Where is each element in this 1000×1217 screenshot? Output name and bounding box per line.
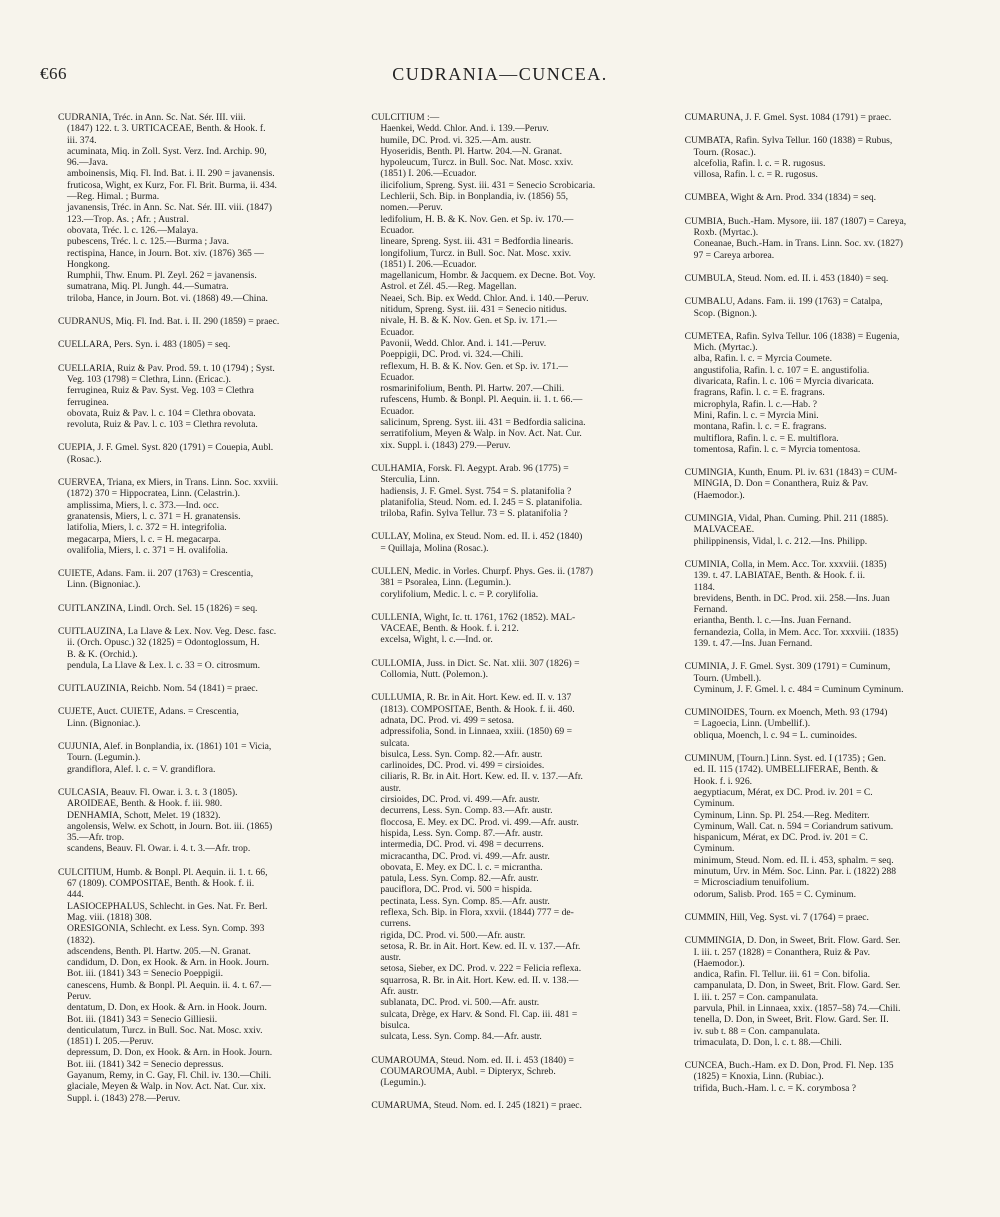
entry-line: angolensis, Welw. ex Schott, in Journ. Bot. iii. (1865) (67, 820, 273, 832)
entry-line: ovalifolia, Miers, l. c. 371 = H. ovalifolia. (67, 544, 228, 556)
entry-line: javanensis, Tréc. in Ann. Sc. Nat. Sér. III. viii. (1847) (67, 202, 272, 214)
entry-line: iv. sub t. 88 = Con. campanulata. (693, 1025, 820, 1037)
entry-line: ilicifolium, Spreng. Syst. iii. 431 = Senecio Scrobicaria. (380, 179, 596, 191)
entry-line: sulcata, Less. Syn. Comp. 84.—Afr. austr. (380, 1031, 542, 1043)
entry-line: Hongkong. (67, 258, 110, 270)
entry-line: Mich. (Myrtac.). (693, 342, 758, 354)
entry-line: latifolia, Miers, l. c. 372 = H. integrifolia. (67, 522, 227, 534)
entry-line: MALVACEAE. (693, 524, 755, 536)
dictionary-entry (371, 531, 670, 554)
entry-line: 123.—Trop. As. ; Afr. ; Austral. (67, 213, 189, 225)
entry-line: B. & K. (Orchid.). (67, 648, 138, 660)
entry-line: reflexum, H. B. & K. Nov. Gen. et Sp. iv. 171.— (380, 360, 569, 372)
dictionary-entry (685, 707, 984, 741)
dictionary-entry (58, 626, 357, 671)
entry-line: I. iii. t. 257 (1828) = Conanthera, Ruiz & Pav. (693, 946, 871, 958)
entry-line: rigida, DC. Prod. vi. 500.—Afr. austr. (380, 929, 526, 941)
entry-line: currens. (380, 918, 411, 930)
dictionary-entry (371, 658, 670, 681)
dictionary-entry (685, 467, 984, 501)
entry-heading-line: CUMBULA, Steud. Nom. ed. II. i. 453 (1840) = seq. (684, 272, 889, 284)
entry-heading-line: CUMBEA, Wight & Arn. Prod. 334 (1834) = seq. (684, 192, 877, 204)
entry-line: sublanata, DC. Prod. vi. 500.—Afr. austr. (380, 997, 540, 1009)
dictionary-entry (58, 568, 357, 591)
entry-line: Ecuador. (380, 224, 415, 236)
entry-line: = Microsciadium tenuifolium. (693, 877, 810, 889)
entry-heading-line: CUMBIA, Buch.-Ham. Mysore, iii. 187 (1807) = Careya, (684, 215, 907, 227)
dictionary-entry (58, 741, 357, 775)
entry-heading-line: CUMARUMA, Steud. Nom. ed. I. 245 (1821) = praec. (371, 1100, 582, 1112)
column-middle (371, 112, 670, 1207)
entry-line: amboinensis, Miq. Fl. Ind. Bat. i. II. 290 = javanensis. (67, 168, 275, 180)
entry-line: (1851) I. 205.—Peruv. (67, 1036, 154, 1048)
entry-line: pectinata, Less. Syn. Comp. 85.—Afr. austr. (380, 895, 550, 907)
entry-line: 381 = Psoralea, Linn. (Legumin.). (380, 577, 511, 589)
entry-line: Mini, Rafin. l. c. = Myrcia Mini. (693, 409, 819, 421)
entry-line: ed. II. 115 (1742). UMBELLIFERAE, Benth. & (693, 764, 879, 776)
entry-line: intermedia, DC. Prod. vi. 498 = decurrens. (380, 839, 544, 851)
entry-line: depressum, D. Don, ex Hook. & Arn. in Hook. Journ. (67, 1047, 273, 1059)
entry-line: Linn. (Bignoniac.). (67, 717, 141, 729)
entry-line: Hyoseridis, Benth. Pl. Hartw. 204.—N. Granat. (380, 145, 562, 157)
entry-line: 96.—Java. (67, 157, 109, 169)
entry-line: angustifolia, Rafin. l. c. 107 = E. angustifolia. (693, 364, 870, 376)
entry-line: corylifolium, Medic. l. c. = P. corylifolia. (380, 588, 539, 600)
entry-line: parvula, Phil. in Linnaea, xxix. (1857–58) 74.—Chili. (693, 1003, 901, 1014)
entry-line: 1184. (693, 581, 715, 593)
dictionary-entry (685, 135, 984, 180)
entry-line: pauciflora, DC. Prod. vi. 500 = hispida. (380, 884, 533, 896)
entry-line: andica, Rafin. Fl. Tellur. iii. 61 = Con. bifolia. (693, 969, 871, 981)
dictionary-entry (685, 559, 984, 649)
entry-line: hispida, Less. Syn. Comp. 87.—Afr. austr. (380, 827, 543, 839)
entry-line: candidum, D. Don, ex Hook. & Arn. in Hook. Journ. (67, 957, 269, 969)
dictionary-entry (58, 683, 357, 694)
entry-line: alba, Rafin. l. c. = Myrcia Coumete. (693, 353, 833, 365)
entry-heading-line: CULLEN, Medic. in Vorles. Churpf. Phys. Ges. ii. (1787) (371, 565, 593, 577)
entry-line: Ecuador. (380, 326, 415, 338)
dictionary-entry (371, 566, 670, 600)
entry-line: montana, Rafin. l. c. = E. fragrans. (693, 421, 827, 433)
entry-heading-line: CUEPIA, J. F. Gmel. Syst. 820 (1791) = Couepia, Aubl. (58, 442, 274, 454)
entry-line: ii. (Orch. Opusc.) 32 (1825) = Odontoglossum, H. (67, 637, 260, 649)
entry-heading-line: CUMINUM, [Tourn.] Linn. Syst. ed. I (1735) ; Gen. (684, 753, 886, 765)
entry-line: DENHAMIA, Schott, Melet. 19 (1832). (67, 809, 221, 821)
entry-line: (1813). COMPOSITAE, Benth. & Hook. f. ii. 460. (380, 703, 575, 715)
entry-line: 35.—Afr. trop. (67, 832, 125, 844)
entry-line: Suppl. i. (1843) 278.—Peruv. (67, 1092, 181, 1104)
dictionary-entry (58, 787, 357, 855)
entry-line: Cyminum, Linn. Sp. Pl. 254.—Reg. Mediterr. (693, 809, 870, 821)
entry-line: triloba, Hance, in Journ. Bot. vi. (1868) 49.—China. (67, 292, 268, 304)
dictionary-entry (685, 331, 984, 455)
entry-heading-line: CULLENIA, Wight, Ic. tt. 1761, 1762 (1852). MAL- (371, 611, 576, 623)
text-columns (58, 112, 984, 1207)
entry-line: Bot. iii. (1841) 343 = Senecio Gilliesii. (67, 1013, 218, 1025)
entry-line: (Haemodor.). (693, 489, 745, 501)
entry-line: (Legumin.). (380, 1077, 427, 1089)
entry-line: obovata, E. Mey. ex DC. l. c. = micrantha. (380, 861, 543, 873)
entry-line: Mag. viii. (1818) 308. (67, 911, 152, 923)
entry-line: tenella, D. Don, in Sweet, Brit. Flow. Gard. Ser. II. (693, 1014, 889, 1026)
entry-line: humile, DC. Prod. vi. 325.—Am. austr. (380, 134, 532, 146)
entry-line: patula, Less. Syn. Comp. 82.—Afr. austr. (380, 873, 539, 885)
entry-heading-line: CUMINGIA, Kunth, Enum. Pl. iv. 631 (1843) = CUM- (684, 467, 898, 479)
entry-line: hadiensis, J. F. Gmel. Syst. 754 = S. platanifolia ? (380, 485, 572, 497)
entry-line: excelsa, Wight, l. c.—Ind. or. (380, 634, 493, 646)
entry-line: Afr. austr. (380, 986, 419, 998)
dictionary-entry (371, 612, 670, 646)
entry-heading-line: CUMMINGIA, D. Don, in Sweet, Brit. Flow. Gard. Ser. (684, 935, 901, 947)
entry-line: sumatrana, Miq. Pl. Jungh. 44.—Sumatra. (67, 281, 229, 293)
entry-line: rosmarinifolium, Benth. Pl. Hartw. 207.—Chili. (380, 383, 565, 395)
entry-line: squarrosa, R. Br. in Ait. Hort. Kew. ed. II. v. 138.— (380, 974, 579, 986)
entry-line: minutum, Urv. in Mém. Soc. Linn. Par. i. (1822) 288 (693, 866, 897, 878)
dictionary-entry (685, 513, 984, 547)
entry-heading-line: CULCASIA, Beauv. Fl. Owar. i. 3. t. 3 (1805). (58, 786, 238, 798)
entry-heading-line: CUMINIA, Colla, in Mem. Acc. Tor. xxxviii. (1835) (684, 558, 887, 570)
dictionary-entry (58, 363, 357, 431)
entry-line: obliqua, Moench, l. c. 94 = L. cuminoides. (693, 729, 858, 741)
entry-line: glaciale, Meyen & Walp. in Nov. Act. Nat. Cur. xix. (67, 1081, 266, 1093)
entry-line: hispanicum, Mérat, ex DC. Prod. iv. 201 = C. (693, 832, 868, 844)
entry-heading-line: CULCITIUM, Humb. & Bonpl. Pl. Aequin. ii. 1. t. 66, (58, 866, 268, 878)
dictionary-entry (371, 112, 670, 451)
entry-line: = Quillaja, Molina (Rosac.). (380, 542, 489, 554)
entry-line: grandiflora, Alef. l. c. = V. grandiflora. (67, 763, 216, 775)
entry-line: dentatum, D. Don, ex Hook. & Arn. in Hook. Journ. (67, 1002, 267, 1014)
entry-heading-line: CUMMIN, Hill, Veg. Syst. vi. 7 (1764) = praec. (684, 911, 869, 923)
entry-line: reflexa, Sch. Bip. in Flora, xxvii. (1844) 777 = de- (380, 907, 574, 918)
entry-line: magellanicum, Hombr. & Jacquem. ex Decne. Bot. Voy. (380, 270, 596, 282)
entry-line: fragrans, Rafin. l. c. = E. fragrans. (693, 387, 825, 399)
column-left (58, 112, 357, 1207)
entry-line: AROIDEAE, Benth. & Hook. f. iii. 980. (67, 798, 223, 810)
entry-line: setosa, R. Br. in Ait. Hort. Kew. ed. II. v. 137.—Afr. (380, 940, 581, 952)
dictionary-entry (58, 867, 357, 1104)
entry-line: Tourn. (Rosac.). (693, 146, 756, 158)
entry-line: divaricata, Rafin. l. c. 106 = Myrcia divaricata. (693, 376, 874, 388)
dictionary-entry (58, 603, 357, 614)
dictionary-entry (685, 935, 984, 1048)
entry-line: Cyminum, Wall. Cat. n. 594 = Coriandrum sativum. (693, 820, 894, 832)
entry-line: nitidum, Spreng. Syst. iii. 431 = Senecio nitidus. (380, 304, 567, 316)
entry-line: adnata, DC. Prod. vi. 499 = setosa. (380, 714, 514, 726)
entry-line: sulcata, Drège, ex Harv. & Sond. Fl. Cap. iii. 481 = (380, 1008, 578, 1020)
entry-line: brevidens, Benth. in DC. Prod. xii. 258.—Ins. Juan (693, 592, 890, 604)
entry-line: villosa, Rafin. l. c. = R. rugosus. (693, 169, 818, 181)
entry-line: Linn. (Bignoniac.). (67, 579, 141, 591)
dictionary-entry (685, 912, 984, 923)
entry-heading-line: CULLOMIA, Juss. in Dict. Sc. Nat. xlii. 307 (1826) = (371, 657, 580, 669)
entry-line: nivale, H. B. & K. Nov. Gen. et Sp. iv. 171.— (380, 315, 557, 327)
entry-heading-line: CUITLANZINA, Lindl. Orch. Sel. 15 (1826) = seq. (58, 602, 258, 614)
entry-line: MINGIA, D. Don = Conanthera, Ruiz & Pav. (693, 478, 869, 490)
entry-heading-line: CUMAROUMA, Steud. Nom. ed. II. i. 453 (1840) = (371, 1054, 574, 1066)
entry-line: Neaei, Sch. Bip. ex Wedd. Chlor. And. i. 140.—Peruv. (380, 292, 589, 304)
entry-line: ledifolium, H. B. & K. Nov. Gen. et Sp. iv. 170.— (380, 213, 574, 225)
entry-line: I. iii. t. 257 = Con. campanulata. (693, 991, 819, 1003)
entry-line: odorum, Salisb. Prod. 165 = C. Cyminum. (693, 888, 857, 900)
entry-line: Poeppigii, DC. Prod. vi. 324.—Chili. (380, 349, 524, 361)
entry-line: campanulata, D. Don, in Sweet, Brit. Flow. Gard. Ser. (693, 980, 901, 992)
dictionary-entry (685, 753, 984, 900)
entry-heading-line: CUIETE, Adans. Fam. ii. 207 (1763) = Crescentia, (58, 568, 254, 580)
entry-line: (1847) 122. t. 3. URTICACEAE, Benth. & Hook. f. (67, 123, 266, 135)
entry-line: minimum, Steud. Nom. ed. II. i. 453, sphalm. = seq. (693, 854, 894, 866)
entry-line: fernandezia, Colla, in Mem. Acc. Tor. xxxviii. (1835) (693, 626, 899, 638)
entry-line: obovata, Tréc. l. c. 126.—Malaya. (67, 224, 199, 236)
entry-line: Rumphii, Thw. Enum. Pl. Zeyl. 262 = javanensis. (67, 270, 257, 282)
entry-line: Scop. (Bignon.). (693, 307, 758, 319)
entry-line: (1851) I. 206.—Ecuador. (380, 258, 477, 270)
entry-line: Coneanae, Buch.-Ham. in Trans. Linn. Soc. xv. (1827) (693, 238, 904, 250)
entry-line: Ecuador. (380, 405, 415, 417)
entry-line: austr. (380, 782, 401, 794)
dictionary-entry (58, 477, 357, 556)
entry-line: Cyminum. (693, 798, 735, 810)
entry-line: pendula, La Llave & Lex. l. c. 33 = O. citrosmum. (67, 659, 260, 671)
entry-heading-line: CUELLARA, Pers. Syn. i. 483 (1805) = seq. (58, 339, 231, 351)
entry-heading-line: CUDRANIA, Tréc. in Ann. Sc. Nat. Sér. III. viii. (58, 112, 246, 123)
dictionary-entry (685, 296, 984, 319)
entry-line: Peruv. (67, 991, 92, 1002)
entry-line: hypoleucum, Turcz. in Bull. Soc. Nat. Mosc. xxiv. (380, 157, 574, 169)
entry-line: sulcata. (380, 737, 410, 749)
entry-line: Fernand. (693, 604, 728, 616)
entry-heading-line: CUJETE, Auct. CUIETE, Adans. = Crescentia, (58, 706, 239, 718)
entry-line: trifida, Buch.-Ham. l. c. = K. corymbosa ? (693, 1082, 856, 1094)
entry-heading-line: CUMINGIA, Vidal, Phan. Cuming. Phil. 211 (1885). (684, 513, 889, 525)
entry-line: VACEAE, Benth. & Hook. f. i. 212. (380, 623, 519, 635)
dictionary-entry (58, 706, 357, 729)
entry-line: 139. t. 47. LABIATAE, Benth. & Hook. f. ii. (693, 570, 866, 582)
entry-line: Collomia, Nutt. (Polemon.). (380, 669, 488, 681)
dictionary-entry (371, 1055, 670, 1089)
entry-heading-line: CUJUNIA, Alef. in Bonplandia, ix. (1861) 101 = Vicia, (58, 741, 272, 753)
entry-line: Ecuador. (380, 371, 415, 383)
entry-line: Bot. iii. (1841) 342 = Senecio depressus. (67, 1058, 224, 1070)
entry-line: (1832). (67, 934, 95, 946)
entry-line: acuminata, Miq. in Zoll. Syst. Verz. Ind. Archip. 90, (67, 145, 267, 157)
entry-line: Lechlerii, Sch. Bip. in Bonplandia, iv. (1856) 55, (380, 191, 569, 203)
entry-heading-line: CUDRANUS, Miq. Fl. Ind. Bat. i. II. 290 (1859) = praec. (58, 316, 280, 328)
entry-line: amplissima, Miers, l. c. 373.—Ind. occ. (67, 499, 219, 511)
entry-line: revoluta, Ruiz & Pav. l. c. 103 = Clethra revoluta. (67, 419, 258, 431)
entry-line: lineare, Spreng. Syst. iii. 431 = Bedfordia linearis. (380, 236, 574, 248)
dictionary-entry (58, 339, 357, 350)
entry-line: floccosa, E. Mey. ex DC. Prod. vi. 499.—Afr. austr. (380, 816, 579, 828)
entry-line: microphyla, Rafin. l. c.—Hab. ? (693, 398, 818, 410)
entry-line: 97 = Careya arborea. (693, 249, 775, 261)
entry-line: philippinensis, Vidal, l. c. 212.—Ins. Philipp. (693, 535, 868, 547)
dictionary-entry (371, 692, 670, 1042)
entry-line: denticulatum, Turcz. in Bull. Soc. Nat. Mosc. xxiv. (67, 1024, 263, 1036)
entry-line: canescens, Humb. & Bonpl. Pl. Aequin. ii. 4. t. 67.— (67, 979, 272, 991)
entry-line: (1825) = Knoxia, Linn. (Rubiac.). (693, 1071, 824, 1083)
entry-line: adscendens, Benth. Pl. Hartw. 205.—N. Granat. (67, 945, 251, 957)
entry-line: setosa, Sieber, ex DC. Prod. v. 222 = Felicia reflexa. (380, 963, 582, 975)
entry-heading-line: CULLUMIA, R. Br. in Ait. Hort. Kew. ed. II. v. 137 (371, 692, 572, 704)
entry-heading-line: CULCITIUM :— (371, 112, 440, 123)
dictionary-entry (371, 1100, 670, 1111)
entry-line: tomentosa, Rafin. l. c. = Myrcia tomentosa. (693, 443, 861, 455)
entry-line: platanifolia, Steud. Nom. ed. I. 245 = S. platanifolia. (380, 496, 583, 508)
entry-heading-line: CULHAMIA, Forsk. Fl. Aegypt. Arab. 96 (1775) = (371, 462, 569, 474)
entry-line: bisulca, Less. Syn. Comp. 82.—Afr. austr. (380, 748, 543, 760)
entry-line: scandens, Beauv. Fl. Owar. i. 4. t. 3.—Afr. trop. (67, 843, 251, 855)
entry-line: Hook. f. i. 926. (693, 775, 753, 787)
entry-line: fruticosa, Wight, ex Kurz, For. Fl. Brit. Burma, ii. 434. (67, 179, 277, 191)
dictionary-entry (685, 273, 984, 284)
dictionary-entry (685, 192, 984, 203)
page-number: €66 (40, 64, 67, 83)
entry-line: micracantha, DC. Prod. vi. 499.—Afr. austr. (380, 850, 550, 862)
entry-line: alcefolia, Rafin. l. c. = R. rugosus. (693, 157, 826, 169)
running-head: CUDRANIA—CUNCEA. (392, 64, 608, 84)
entry-line: (1851) I. 206.—Ecuador. (380, 168, 477, 180)
entry-line: rectispina, Hance, in Journ. Bot. xiv. (1876) 365 — (67, 247, 264, 259)
entry-line: Pavonii, Wedd. Chlor. And. i. 141.—Peruv. (380, 337, 547, 349)
entry-line: multiflora, Rafin. l. c. = E. multiflora. (693, 432, 839, 444)
dictionary-entry (58, 442, 357, 465)
dictionary-entry (685, 216, 984, 261)
entry-line: decurrens, Less. Syn. Comp. 83.—Afr. austr. (380, 805, 553, 817)
entry-line: carlinoides, DC. Prod. vi. 499 = cirsioides. (380, 760, 545, 772)
entry-line: triloba, Rafin. Sylva Tellur. 73 = S. platanifolia ? (380, 508, 568, 520)
entry-heading-line: CUITLAUZINIA, Reichb. Nom. 54 (1841) = praec. (58, 683, 258, 695)
entry-line: ORESIGONIA, Schlecht. ex Less. Syn. Comp. 393 (67, 923, 265, 935)
entry-line: —Reg. Himal. ; Burma. (67, 191, 160, 203)
entry-line: Tourn. (Legumin.). (67, 752, 141, 764)
entry-line: LASIOCEPHALUS, Schlecht. in Ges. Nat. Fr. Berl. (67, 900, 268, 912)
dictionary-entry (58, 112, 357, 304)
dictionary-entry (685, 661, 984, 695)
entry-line: rufescens, Humb. & Bonpl. Pl. Aequin. ii. 1. t. 66.— (380, 394, 583, 406)
entry-line: Astrol. et Zél. 45.—Reg. Magellan. (380, 281, 517, 293)
entry-line: Cyminum. (693, 843, 735, 855)
column-right (685, 112, 984, 1207)
entry-line: = Lagoecia, Linn. (Umbellif.). (693, 718, 811, 730)
entry-line: Bot. iii. (1841) 343 = Senecio Poeppigii. (67, 968, 223, 980)
entry-line: salicinum, Spreng. Syst. iii. 431 = Bedfordia salicina. (380, 417, 586, 429)
entry-heading-line: CUMINIA, J. F. Gmel. Syst. 309 (1791) = Cuminum, (684, 661, 891, 673)
entry-line: granatensis, Miers, l. c. 371 = H. granatensis. (67, 510, 241, 522)
entry-line: 67 (1809). COMPOSITAE, Benth. & Hook. f. ii. (67, 878, 255, 890)
entry-heading-line: CUMBALU, Adans. Fam. ii. 199 (1763) = Catalpa, (684, 296, 883, 308)
entry-line: Roxb. (Myrtac.). (693, 227, 759, 239)
entry-line: Veg. 103 (1798) = Clethra, Linn. (Ericac.). (67, 373, 231, 385)
entry-heading-line: CUNCEA, Buch.-Ham. ex D. Don, Prod. Fl. Nep. 135 (684, 1060, 894, 1072)
entry-line: pubescens, Tréc. l. c. 125.—Burma ; Java. (67, 236, 230, 248)
entry-heading-line: CUMETEA, Rafin. Sylva Tellur. 106 (1838) = Eugenia, (684, 330, 900, 342)
entry-heading-line: CUMBATA, Rafin. Sylva Tellur. 160 (1838) = Rubus, (684, 135, 893, 147)
entry-line: iii. 374. (67, 134, 97, 146)
dictionary-entry (685, 1060, 984, 1094)
entry-heading-line: CULLAY, Molina, ex Steud. Nom. ed. II. i. 452 (1840) (371, 531, 583, 543)
entry-line: longifolium, Turcz. in Bull. Soc. Nat. Mosc. xxiv. (380, 247, 572, 259)
entry-line: 444. (67, 889, 84, 901)
entry-line: xix. Suppl. i. (1843) 279.—Peruv. (380, 439, 511, 451)
entry-line: trimaculata, D. Don, l. c. t. 88.—Chili. (693, 1036, 842, 1048)
entry-line: megacarpa, Miers, l. c. = H. megacarpa. (67, 533, 221, 545)
entry-line: cirsioides, DC. Prod. vi. 499.—Afr. austr. (380, 794, 540, 806)
entry-line: nomen.—Peruv. (380, 202, 443, 214)
entry-heading-line: CUMINOIDES, Tourn. ex Moench, Meth. 93 (1794) (684, 707, 888, 719)
entry-line: (1872) 370 = Hippocratea, Linn. (Celastrin.). (67, 488, 240, 500)
entry-line: aegyptiacum, Mérat, ex DC. Prod. iv. 201 = C. (693, 786, 873, 798)
entry-heading-line: CUELLARIA, Ruiz & Pav. Prod. 59. t. 10 (1794) ; Syst. (58, 362, 275, 374)
entry-line: ferruginea. (67, 396, 109, 408)
entry-line: Sterculia, Linn. (380, 474, 440, 486)
entry-line: austr. (380, 952, 401, 964)
dictionary-entry (371, 463, 670, 519)
entry-line: bisulca. (380, 1019, 410, 1031)
entry-heading-line: CUITLAUZINA, La Llave & Lex. Nov. Veg. Desc. fasc. (58, 625, 277, 637)
entry-line: (Haemodor.). (693, 957, 745, 969)
entry-line: Cyminum, J. F. Gmel. l. c. 484 = Cuminum Cyminum. (693, 683, 904, 695)
entry-heading-line: CUMARUNA, J. F. Gmel. Syst. 1084 (1791) = praec. (684, 112, 892, 123)
entry-line: Gayanum, Remy, in C. Gay, Fl. Chil. iv. 130.—Chili. (67, 1070, 272, 1082)
entry-line: 139. t. 47.—Ins. Juan Fernand. (693, 637, 813, 649)
entry-line: COUMAROUMA, Aubl. = Dipteryx, Schreb. (380, 1065, 556, 1077)
dictionary-entry (58, 316, 357, 327)
entry-line: Haenkei, Wedd. Chlor. And. i. 139.—Peruv. (380, 123, 549, 135)
entry-line: serratifolium, Meyen & Walp. in Nov. Act. Nat. Cur. (380, 428, 582, 440)
entry-line: eriantha, Benth. l. c.—Ins. Juan Fernand. (693, 615, 852, 627)
entry-line: obovata, Ruiz & Pav. l. c. 104 = Clethra obovata. (67, 407, 256, 419)
page-header (40, 64, 960, 90)
entry-line: ciliaris, R. Br. in Ait. Hort. Kew. ed. II. v. 137.—Afr. (380, 771, 583, 783)
dictionary-entry (685, 112, 984, 123)
entry-line: ferruginea, Ruiz & Pav. Syst. Veg. 103 = Clethra (67, 385, 254, 397)
entry-line: (Rosac.). (67, 453, 102, 465)
entry-line: adpressifolia, Sond. in Linnaea, xxiii. (1850) 69 = (380, 726, 572, 738)
entry-line: Tourn. (Umbell.). (693, 672, 762, 684)
entry-heading-line: CUERVEA, Triana, ex Miers, in Trans. Linn. Soc. xxviii. (58, 477, 279, 489)
